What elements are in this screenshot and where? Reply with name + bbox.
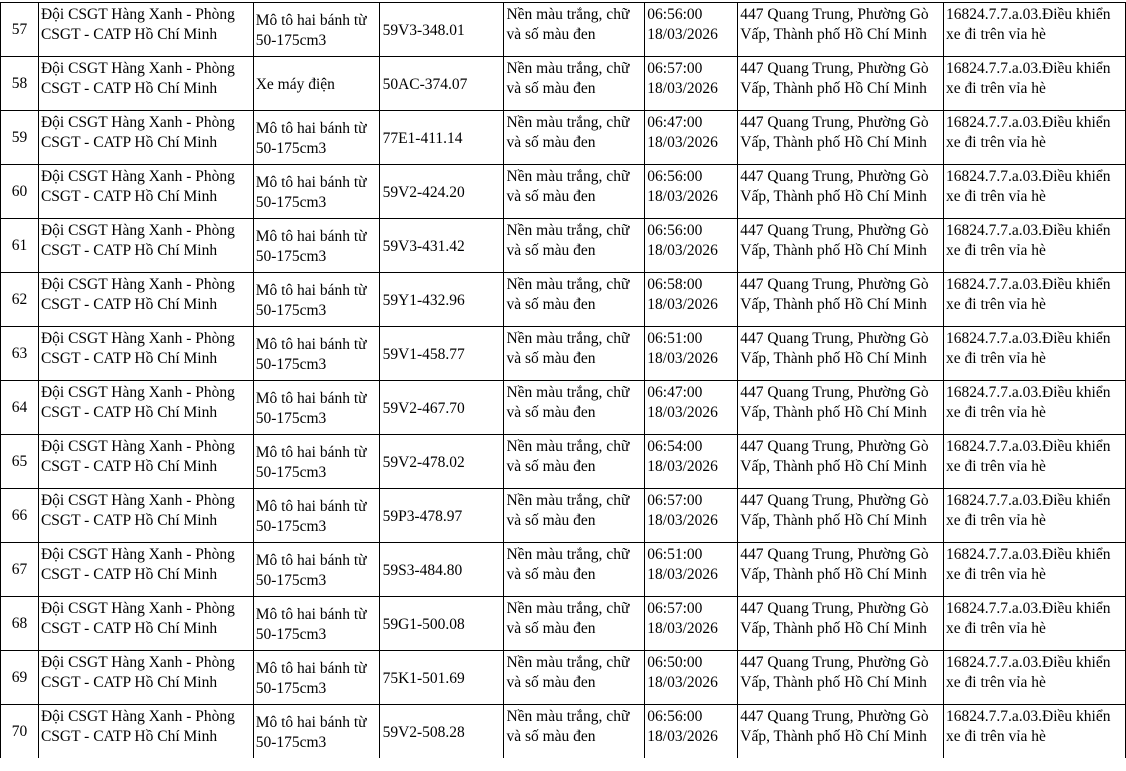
violation-description-cell: 16824.7.7.a.03.Điều khiển xe đi trên vỉa hè — [944, 651, 1126, 705]
violation-description-cell: 16824.7.7.a.03.Điều khiển xe đi trên vỉa hè — [944, 381, 1126, 435]
license-plate-cell: 77E1-411.14 — [379, 111, 504, 165]
violation-time-cell: 06:56:00 18/03/2026 — [645, 219, 738, 273]
plate-color-cell: Nền màu trắng, chữ và số màu đen — [504, 597, 645, 651]
violation-location-cell: 447 Quang Trung, Phường Gò Vấp, Thành phố Hồ Chí Minh — [738, 381, 944, 435]
plate-color-cell: Nền màu trắng, chữ và số màu đen — [504, 327, 645, 381]
violation-location-cell: 447 Quang Trung, Phường Gò Vấp, Thành phố Hồ Chí Minh — [738, 273, 944, 327]
plate-color-cell: Nền màu trắng, chữ và số màu đen — [504, 273, 645, 327]
table-body — [1, 3, 1126, 759]
row-number-cell: 63 — [1, 327, 39, 381]
issuing-unit-cell: Đội CSGT Hàng Xanh - Phòng CSGT - CATP Hồ Chí Minh — [38, 327, 253, 381]
vehicle-type-cell: Mô tô hai bánh từ 50-175cm3 — [253, 219, 379, 273]
license-plate-cell: 59V2-478.02 — [379, 435, 504, 489]
table-row — [1, 219, 1126, 273]
license-plate-cell: 59V3-431.42 — [379, 219, 504, 273]
issuing-unit-cell: Đội CSGT Hàng Xanh - Phòng CSGT - CATP Hồ Chí Minh — [38, 3, 253, 57]
table-row — [1, 489, 1126, 543]
issuing-unit-cell: Đội CSGT Hàng Xanh - Phòng CSGT - CATP Hồ Chí Minh — [38, 111, 253, 165]
violation-location-cell: 447 Quang Trung, Phường Gò Vấp, Thành phố Hồ Chí Minh — [738, 219, 944, 273]
vehicle-type-cell: Mô tô hai bánh từ 50-175cm3 — [253, 381, 379, 435]
table-row — [1, 435, 1126, 489]
violation-time-cell: 06:51:00 18/03/2026 — [645, 543, 738, 597]
issuing-unit-cell: Đội CSGT Hàng Xanh - Phòng CSGT - CATP Hồ Chí Minh — [38, 597, 253, 651]
vehicle-type-cell: Mô tô hai bánh từ 50-175cm3 — [253, 543, 379, 597]
table-row — [1, 381, 1126, 435]
violation-description-cell: 16824.7.7.a.03.Điều khiển xe đi trên vỉa hè — [944, 165, 1126, 219]
row-number-cell: 61 — [1, 219, 39, 273]
violation-time-cell: 06:51:00 18/03/2026 — [645, 327, 738, 381]
license-plate-cell: 59V2-467.70 — [379, 381, 504, 435]
vehicle-type-cell: Mô tô hai bánh từ 50-175cm3 — [253, 597, 379, 651]
row-number-cell: 70 — [1, 705, 39, 759]
violation-location-cell: 447 Quang Trung, Phường Gò Vấp, Thành phố Hồ Chí Minh — [738, 111, 944, 165]
violation-description-cell: 16824.7.7.a.03.Điều khiển xe đi trên vỉa hè — [944, 327, 1126, 381]
row-number-cell: 67 — [1, 543, 39, 597]
plate-color-cell: Nền màu trắng, chữ và số màu đen — [504, 489, 645, 543]
issuing-unit-cell: Đội CSGT Hàng Xanh - Phòng CSGT - CATP Hồ Chí Minh — [38, 219, 253, 273]
violation-location-cell: 447 Quang Trung, Phường Gò Vấp, Thành phố Hồ Chí Minh — [738, 57, 944, 111]
row-number-cell: 60 — [1, 165, 39, 219]
issuing-unit-cell: Đội CSGT Hàng Xanh - Phòng CSGT - CATP Hồ Chí Minh — [38, 165, 253, 219]
license-plate-cell: 75K1-501.69 — [379, 651, 504, 705]
violation-description-cell: 16824.7.7.a.03.Điều khiển xe đi trên vỉa hè — [944, 597, 1126, 651]
row-number-cell: 58 — [1, 57, 39, 111]
issuing-unit-cell: Đội CSGT Hàng Xanh - Phòng CSGT - CATP Hồ Chí Minh — [38, 543, 253, 597]
plate-color-cell: Nền màu trắng, chữ và số màu đen — [504, 543, 645, 597]
violation-description-cell: 16824.7.7.a.03.Điều khiển xe đi trên vỉa hè — [944, 435, 1126, 489]
table-row — [1, 651, 1126, 705]
table-row — [1, 111, 1126, 165]
violation-time-cell: 06:47:00 18/03/2026 — [645, 111, 738, 165]
violation-location-cell: 447 Quang Trung, Phường Gò Vấp, Thành phố Hồ Chí Minh — [738, 543, 944, 597]
vehicle-type-cell: Mô tô hai bánh từ 50-175cm3 — [253, 435, 379, 489]
vehicle-type-cell: Xe máy điện — [253, 57, 379, 111]
license-plate-cell: 59V2-508.28 — [379, 705, 504, 759]
plate-color-cell: Nền màu trắng, chữ và số màu đen — [504, 57, 645, 111]
violation-location-cell: 447 Quang Trung, Phường Gò Vấp, Thành phố Hồ Chí Minh — [738, 327, 944, 381]
row-number-cell: 59 — [1, 111, 39, 165]
violation-description-cell: 16824.7.7.a.03.Điều khiển xe đi trên vỉa hè — [944, 111, 1126, 165]
violations-table — [0, 2, 1126, 758]
vehicle-type-cell: Mô tô hai bánh từ 50-175cm3 — [253, 3, 379, 57]
violation-time-cell: 06:50:00 18/03/2026 — [645, 651, 738, 705]
violation-time-cell: 06:57:00 18/03/2026 — [645, 597, 738, 651]
row-number-cell: 57 — [1, 3, 39, 57]
violation-time-cell: 06:57:00 18/03/2026 — [645, 489, 738, 543]
row-number-cell: 69 — [1, 651, 39, 705]
violation-location-cell: 447 Quang Trung, Phường Gò Vấp, Thành phố Hồ Chí Minh — [738, 705, 944, 759]
violation-time-cell: 06:57:00 18/03/2026 — [645, 57, 738, 111]
table-row — [1, 705, 1126, 759]
violation-time-cell: 06:56:00 18/03/2026 — [645, 3, 738, 57]
plate-color-cell: Nền màu trắng, chữ và số màu đen — [504, 3, 645, 57]
violation-time-cell: 06:47:00 18/03/2026 — [645, 381, 738, 435]
vehicle-type-cell: Mô tô hai bánh từ 50-175cm3 — [253, 705, 379, 759]
issuing-unit-cell: Đội CSGT Hàng Xanh - Phòng CSGT - CATP Hồ Chí Minh — [38, 435, 253, 489]
license-plate-cell: 59V2-424.20 — [379, 165, 504, 219]
issuing-unit-cell: Đội CSGT Hàng Xanh - Phòng CSGT - CATP Hồ Chí Minh — [38, 705, 253, 759]
violation-location-cell: 447 Quang Trung, Phường Gò Vấp, Thành phố Hồ Chí Minh — [738, 3, 944, 57]
license-plate-cell: 59G1-500.08 — [379, 597, 504, 651]
license-plate-cell: 59V1-458.77 — [379, 327, 504, 381]
row-number-cell: 65 — [1, 435, 39, 489]
violation-description-cell: 16824.7.7.a.03.Điều khiển xe đi trên vỉa hè — [944, 489, 1126, 543]
vehicle-type-cell: Mô tô hai bánh từ 50-175cm3 — [253, 111, 379, 165]
issuing-unit-cell: Đội CSGT Hàng Xanh - Phòng CSGT - CATP Hồ Chí Minh — [38, 651, 253, 705]
violation-location-cell: 447 Quang Trung, Phường Gò Vấp, Thành phố Hồ Chí Minh — [738, 597, 944, 651]
violation-time-cell: 06:56:00 18/03/2026 — [645, 165, 738, 219]
table-row — [1, 543, 1126, 597]
violation-location-cell: 447 Quang Trung, Phường Gò Vấp, Thành phố Hồ Chí Minh — [738, 165, 944, 219]
issuing-unit-cell: Đội CSGT Hàng Xanh - Phòng CSGT - CATP Hồ Chí Minh — [38, 381, 253, 435]
issuing-unit-cell: Đội CSGT Hàng Xanh - Phòng CSGT - CATP Hồ Chí Minh — [38, 57, 253, 111]
row-number-cell: 62 — [1, 273, 39, 327]
violation-location-cell: 447 Quang Trung, Phường Gò Vấp, Thành phố Hồ Chí Minh — [738, 651, 944, 705]
issuing-unit-cell: Đội CSGT Hàng Xanh - Phòng CSGT - CATP Hồ Chí Minh — [38, 489, 253, 543]
vehicle-type-cell: Mô tô hai bánh từ 50-175cm3 — [253, 489, 379, 543]
row-number-cell: 66 — [1, 489, 39, 543]
license-plate-cell: 59S3-484.80 — [379, 543, 504, 597]
violation-description-cell: 16824.7.7.a.03.Điều khiển xe đi trên vỉa hè — [944, 273, 1126, 327]
license-plate-cell: 59Y1-432.96 — [379, 273, 504, 327]
violation-time-cell: 06:54:00 18/03/2026 — [645, 435, 738, 489]
table-row — [1, 597, 1126, 651]
table-row — [1, 3, 1126, 57]
plate-color-cell: Nền màu trắng, chữ và số màu đen — [504, 435, 645, 489]
plate-color-cell: Nền màu trắng, chữ và số màu đen — [504, 219, 645, 273]
plate-color-cell: Nền màu trắng, chữ và số màu đen — [504, 381, 645, 435]
table-row — [1, 57, 1126, 111]
table-row — [1, 327, 1126, 381]
issuing-unit-cell: Đội CSGT Hàng Xanh - Phòng CSGT - CATP Hồ Chí Minh — [38, 273, 253, 327]
table-row — [1, 165, 1126, 219]
violation-description-cell: 16824.7.7.a.03.Điều khiển xe đi trên vỉa hè — [944, 219, 1126, 273]
violation-time-cell: 06:58:00 18/03/2026 — [645, 273, 738, 327]
plate-color-cell: Nền màu trắng, chữ và số màu đen — [504, 705, 645, 759]
row-number-cell: 64 — [1, 381, 39, 435]
violation-description-cell: 16824.7.7.a.03.Điều khiển xe đi trên vỉa hè — [944, 57, 1126, 111]
violation-description-cell: 16824.7.7.a.03.Điều khiển xe đi trên vỉa hè — [944, 543, 1126, 597]
vehicle-type-cell: Mô tô hai bánh từ 50-175cm3 — [253, 273, 379, 327]
violation-description-cell: 16824.7.7.a.03.Điều khiển xe đi trên vỉa hè — [944, 3, 1126, 57]
vehicle-type-cell: Mô tô hai bánh từ 50-175cm3 — [253, 165, 379, 219]
row-number-cell: 68 — [1, 597, 39, 651]
violation-location-cell: 447 Quang Trung, Phường Gò Vấp, Thành phố Hồ Chí Minh — [738, 435, 944, 489]
violation-description-cell: 16824.7.7.a.03.Điều khiển xe đi trên vỉa hè — [944, 705, 1126, 759]
plate-color-cell: Nền màu trắng, chữ và số màu đen — [504, 111, 645, 165]
license-plate-cell: 59P3-478.97 — [379, 489, 504, 543]
violation-location-cell: 447 Quang Trung, Phường Gò Vấp, Thành phố Hồ Chí Minh — [738, 489, 944, 543]
table-row — [1, 273, 1126, 327]
license-plate-cell: 59V3-348.01 — [379, 3, 504, 57]
vehicle-type-cell: Mô tô hai bánh từ 50-175cm3 — [253, 327, 379, 381]
vehicle-type-cell: Mô tô hai bánh từ 50-175cm3 — [253, 651, 379, 705]
violation-time-cell: 06:56:00 18/03/2026 — [645, 705, 738, 759]
plate-color-cell: Nền màu trắng, chữ và số màu đen — [504, 651, 645, 705]
license-plate-cell: 50AC-374.07 — [379, 57, 504, 111]
plate-color-cell: Nền màu trắng, chữ và số màu đen — [504, 165, 645, 219]
